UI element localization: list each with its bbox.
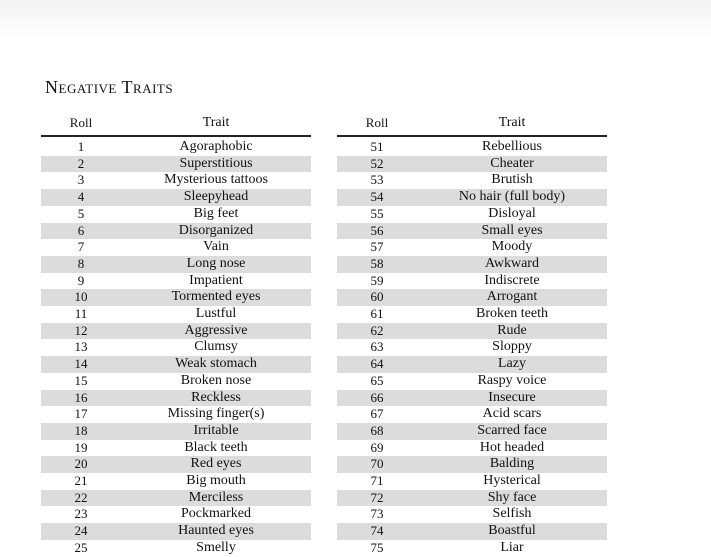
trait-cell: Big mouth: [121, 473, 311, 490]
trait-cell: Clumsy: [121, 339, 311, 356]
roll-cell: 73: [337, 506, 417, 523]
trait-cell: Big feet: [121, 206, 311, 223]
trait-cell: Disloyal: [417, 206, 607, 223]
traits-table-left: [41, 113, 311, 557]
roll-cell: 61: [337, 306, 417, 323]
roll-cell: 2: [41, 156, 121, 173]
trait-cell: Tormented eyes: [121, 289, 311, 306]
trait-cell: Merciless: [121, 490, 311, 507]
roll-cell: 64: [337, 356, 417, 373]
roll-cell: 16: [41, 390, 121, 407]
trait-cell: Lazy: [417, 356, 607, 373]
trait-header: Trait: [121, 113, 311, 136]
trait-cell: Lustful: [121, 306, 311, 323]
table-row: [41, 373, 311, 390]
roll-cell: 8: [41, 256, 121, 273]
table-row: [337, 172, 607, 189]
roll-cell: 51: [337, 139, 417, 156]
roll-cell: 54: [337, 189, 417, 206]
trait-cell: Irritable: [121, 423, 311, 440]
trait-cell: Superstitious: [121, 156, 311, 173]
table-row: [41, 473, 311, 490]
table-row: [41, 223, 311, 240]
table-row: [337, 273, 607, 290]
trait-cell: Haunted eyes: [121, 523, 311, 540]
roll-cell: 74: [337, 523, 417, 540]
trait-cell: Boastful: [417, 523, 607, 540]
table-row: [41, 289, 311, 306]
trait-cell: Small eyes: [417, 223, 607, 240]
roll-cell: 53: [337, 172, 417, 189]
table-row: [337, 523, 607, 540]
roll-cell: 15: [41, 373, 121, 390]
roll-cell: 69: [337, 440, 417, 457]
table-row: [41, 523, 311, 540]
table-row: [337, 406, 607, 423]
trait-cell: No hair (full body): [417, 189, 607, 206]
table-row: [337, 423, 607, 440]
roll-cell: 58: [337, 256, 417, 273]
trait-cell: Broken nose: [121, 373, 311, 390]
roll-cell: 65: [337, 373, 417, 390]
traits-table-right: [337, 113, 607, 557]
roll-cell: 3: [41, 172, 121, 189]
table-row: [337, 456, 607, 473]
table-row: [337, 339, 607, 356]
table-row: [337, 473, 607, 490]
roll-cell: 9: [41, 273, 121, 290]
trait-cell: Scarred face: [417, 423, 607, 440]
roll-cell: 23: [41, 506, 121, 523]
roll-cell: 10: [41, 289, 121, 306]
table-row: [41, 356, 311, 373]
table-row: [337, 373, 607, 390]
trait-cell: Black teeth: [121, 440, 311, 457]
roll-cell: 75: [337, 540, 417, 557]
roll-cell: 68: [337, 423, 417, 440]
page-title: Negative Traits: [45, 77, 174, 97]
table-row: [41, 456, 311, 473]
trait-cell: Rebellious: [417, 139, 607, 156]
roll-cell: 4: [41, 189, 121, 206]
trait-cell: Smelly: [121, 540, 311, 557]
table-row: [337, 206, 607, 223]
roll-cell: 67: [337, 406, 417, 423]
table-row: [41, 239, 311, 256]
roll-cell: 24: [41, 523, 121, 540]
roll-cell: 14: [41, 356, 121, 373]
trait-cell: Sloppy: [417, 339, 607, 356]
trait-cell: Sleepyhead: [121, 189, 311, 206]
roll-header: Roll: [337, 113, 417, 136]
roll-cell: 1: [41, 139, 121, 156]
trait-cell: Missing finger(s): [121, 406, 311, 423]
trait-cell: Pockmarked: [121, 506, 311, 523]
trait-cell: Insecure: [417, 390, 607, 407]
table-row: [41, 172, 311, 189]
trait-cell: Moody: [417, 239, 607, 256]
trait-header: Trait: [417, 113, 607, 136]
roll-header: Roll: [41, 113, 121, 136]
trait-cell: Raspy voice: [417, 373, 607, 390]
table-row: [337, 239, 607, 256]
table-row: [337, 256, 607, 273]
roll-cell: 18: [41, 423, 121, 440]
table-row: [41, 139, 311, 156]
roll-cell: 5: [41, 206, 121, 223]
roll-cell: 17: [41, 406, 121, 423]
trait-cell: Awkward: [417, 256, 607, 273]
table-row: [41, 339, 311, 356]
trait-cell: Rude: [417, 323, 607, 340]
trait-cell: Weak stomach: [121, 356, 311, 373]
table-row: [41, 440, 311, 457]
table-row: [41, 406, 311, 423]
roll-cell: 52: [337, 156, 417, 173]
trait-cell: Cheater: [417, 156, 607, 173]
table-row: [337, 356, 607, 373]
roll-cell: 11: [41, 306, 121, 323]
table-row: [41, 273, 311, 290]
trait-cell: Hysterical: [417, 473, 607, 490]
trait-cell: Mysterious tattoos: [121, 172, 311, 189]
roll-cell: 19: [41, 440, 121, 457]
table-row: [41, 306, 311, 323]
table-row: [337, 390, 607, 407]
table-row: [41, 256, 311, 273]
table-row: [41, 156, 311, 173]
roll-cell: 7: [41, 239, 121, 256]
table-row: [337, 323, 607, 340]
table-row: [337, 189, 607, 206]
table-header-row: [41, 113, 311, 136]
trait-cell: Selfish: [417, 506, 607, 523]
roll-cell: 55: [337, 206, 417, 223]
roll-cell: 13: [41, 339, 121, 356]
table-row: [337, 139, 607, 156]
trait-cell: Liar: [417, 540, 607, 557]
roll-cell: 6: [41, 223, 121, 240]
roll-cell: 71: [337, 473, 417, 490]
roll-cell: 59: [337, 273, 417, 290]
trait-cell: Reckless: [121, 390, 311, 407]
table-row: [41, 206, 311, 223]
trait-cell: Red eyes: [121, 456, 311, 473]
table-row: [337, 306, 607, 323]
trait-cell: Acid scars: [417, 406, 607, 423]
table-row: [41, 506, 311, 523]
trait-cell: Hot headed: [417, 440, 607, 457]
trait-cell: Balding: [417, 456, 607, 473]
roll-cell: 70: [337, 456, 417, 473]
table-row: [41, 540, 311, 557]
trait-cell: Brutish: [417, 172, 607, 189]
trait-cell: Indiscrete: [417, 273, 607, 290]
trait-cell: Aggressive: [121, 323, 311, 340]
roll-cell: 25: [41, 540, 121, 557]
table-row: [337, 440, 607, 457]
roll-cell: 57: [337, 239, 417, 256]
roll-cell: 72: [337, 490, 417, 507]
table-row: [41, 423, 311, 440]
table-row: [41, 390, 311, 407]
table-row: [337, 490, 607, 507]
roll-cell: 66: [337, 390, 417, 407]
table-row: [337, 156, 607, 173]
trait-cell: Disorganized: [121, 223, 311, 240]
roll-cell: 62: [337, 323, 417, 340]
table-row: [337, 289, 607, 306]
table-header-row: [337, 113, 607, 136]
trait-cell: Long nose: [121, 256, 311, 273]
roll-cell: 22: [41, 490, 121, 507]
table-row: [41, 490, 311, 507]
trait-cell: Impatient: [121, 273, 311, 290]
table-row: [337, 223, 607, 240]
trait-cell: Agoraphobic: [121, 139, 311, 156]
roll-cell: 60: [337, 289, 417, 306]
roll-cell: 20: [41, 456, 121, 473]
trait-cell: Vain: [121, 239, 311, 256]
roll-cell: 63: [337, 339, 417, 356]
trait-cell: Broken teeth: [417, 306, 607, 323]
trait-cell: Shy face: [417, 490, 607, 507]
roll-cell: 56: [337, 223, 417, 240]
table-row: [41, 323, 311, 340]
roll-cell: 12: [41, 323, 121, 340]
roll-cell: 21: [41, 473, 121, 490]
table-row: [337, 540, 607, 557]
trait-cell: Arrogant: [417, 289, 607, 306]
table-row: [337, 506, 607, 523]
table-row: [41, 189, 311, 206]
